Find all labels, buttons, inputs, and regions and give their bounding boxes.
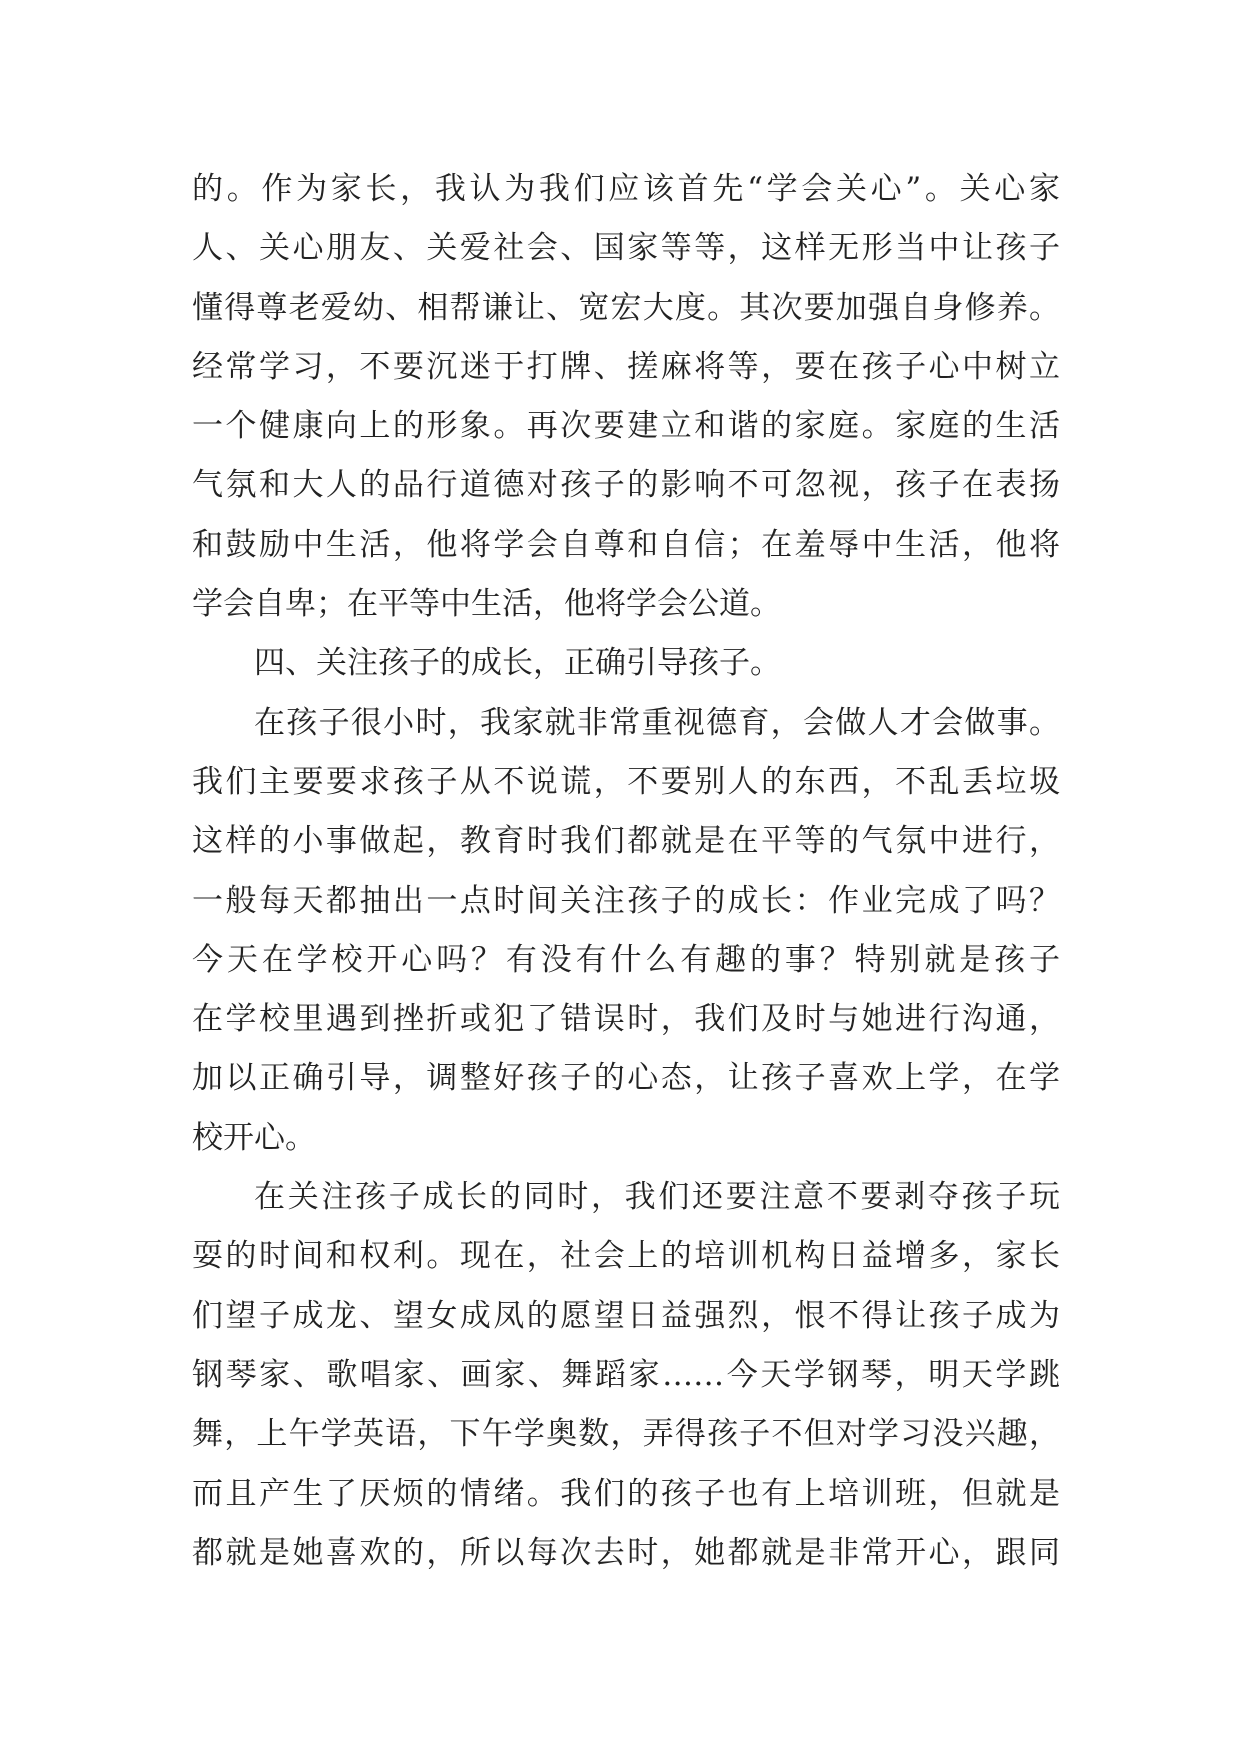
- text-line: 的。作为家长，我认为我们应该首先“学会关心”。关心家: [192, 171, 1060, 207]
- text-line: 在关注孩子成长的同时，我们还要注意不要剥夺孩子玩: [254, 1179, 1060, 1216]
- text-line: 懂得尊老爱幼、相帮谦让、宽宏大度。其次要加强自身修养。: [192, 289, 1060, 326]
- section-heading: 四、关注孩子的成长，正确引导孩子。: [254, 645, 781, 682]
- text-line: 校开心。: [192, 1119, 316, 1156]
- text-line: 在学校里遇到挫折或犯了错误时，我们及时与她进行沟通，: [192, 1001, 1060, 1038]
- text-line: 而且产生了厌烦的情绪。我们的孩子也有上培训班，但就是: [192, 1475, 1060, 1512]
- text-line: 钢琴家、歌唱家、画家、舞蹈家……今天学钢琴，明天学跳: [192, 1356, 1060, 1393]
- text-line: 这样的小事做起，教育时我们都就是在平等的气氛中进行，: [192, 823, 1060, 860]
- text-line: 舞，上午学英语，下午学奥数，弄得孩子不但对学习没兴趣，: [192, 1416, 1060, 1453]
- text-line: 们望子成龙、望女成凤的愿望日益强烈，恨不得让孩子成为: [192, 1297, 1060, 1334]
- text-line: 和鼓励中生活，他将学会自尊和自信；在羞辱中生活，他将: [192, 526, 1060, 563]
- text-line: 今天在学校开心吗？有没有什么有趣的事？特别就是孩子: [192, 941, 1060, 978]
- text-line: 加以正确引导，调整好孩子的心态，让孩子喜欢上学，在学: [192, 1060, 1060, 1097]
- text-line: 耍的时间和权利。现在，社会上的培训机构日益增多，家长: [192, 1238, 1060, 1275]
- text-line: 气氛和大人的品行道德对孩子的影响不可忽视，孩子在表扬: [192, 467, 1060, 504]
- text-line: 学会自卑；在平等中生活，他将学会公道。: [192, 586, 781, 623]
- text-line: 在孩子很小时，我家就非常重视德育，会做人才会做事。: [254, 704, 1060, 741]
- text-line: 我们主要要求孩子从不说谎，不要别人的东西，不乱丢垃圾: [192, 763, 1060, 800]
- text-line: 一个健康向上的形象。再次要建立和谐的家庭。家庭的生活: [192, 408, 1060, 445]
- text-line: 一般每天都抽出一点时间关注孩子的成长：作业完成了吗？: [192, 882, 1060, 919]
- body-text: [192, 160, 1060, 1583]
- text-line: 经常学习，不要沉迷于打牌、搓麻将等，要在孩子心中树立: [192, 348, 1060, 385]
- text-line: 都就是她喜欢的，所以每次去时，她都就是非常开心，跟同: [192, 1534, 1060, 1571]
- text-line: 人、关心朋友、关爱社会、国家等等，这样无形当中让孩子: [192, 230, 1060, 267]
